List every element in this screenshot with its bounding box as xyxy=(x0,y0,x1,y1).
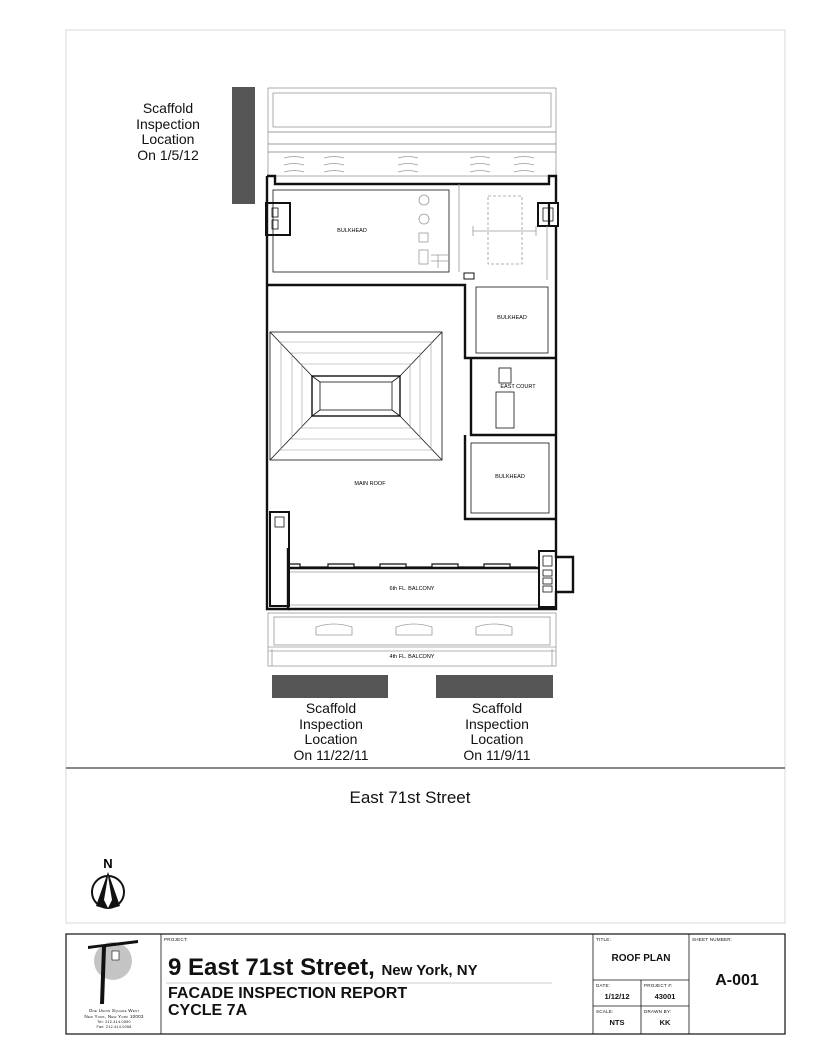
callout-line: Location xyxy=(304,731,358,747)
label-east-court: EAST COURT xyxy=(500,384,536,390)
scale-caption: SCALE: xyxy=(596,1009,614,1014)
callout-line: On 11/22/11 xyxy=(293,746,369,763)
project-number-caption: PROJECT #: xyxy=(644,983,673,988)
title-caption: TITLE: xyxy=(596,937,611,942)
firm-address-line: One Union Square West xyxy=(88,1008,140,1013)
project-name-line xyxy=(168,954,478,985)
label-4th-floor-balcony: 4th FL. BALCONY xyxy=(389,654,435,660)
date-value: 1/12/12 xyxy=(604,992,630,1001)
project-number-value: 43001 xyxy=(654,992,676,1001)
title-value: ROOF PLAN xyxy=(611,953,671,964)
callout-line: Inspection xyxy=(465,715,529,732)
callout-line: On 11/9/11 xyxy=(463,746,531,763)
callout-line: Scaffold xyxy=(305,700,357,716)
sheet-number-value: A-001 xyxy=(715,972,759,989)
street-label: East 71st Street xyxy=(349,788,471,807)
callout-line: Inspection xyxy=(299,715,363,732)
project-name: 9 East 71st Street, xyxy=(168,954,375,981)
firm-phone: Tel: 212.414.0050 xyxy=(97,1020,131,1024)
label-6th-floor-balcony: 6th FL. BALCONY xyxy=(389,586,435,592)
project-caption: PROJECT: xyxy=(164,937,188,942)
label-bulkhead-north: BULKHEAD xyxy=(337,228,367,234)
project-location: New York, NY xyxy=(381,962,478,979)
label-main-roof: MAIN ROOF xyxy=(354,481,386,487)
label-bulkhead-east-lower: BULKHEAD xyxy=(495,474,525,480)
report-cycle: CYCLE 7A xyxy=(168,1002,248,1019)
drawn-by-value: KK xyxy=(659,1018,671,1027)
callout-line: Location xyxy=(141,131,195,147)
callout-line: On 1/5/12 xyxy=(137,146,199,163)
firm-logo xyxy=(88,940,138,1004)
report-title: FACADE INSPECTION REPORT xyxy=(168,985,408,1002)
callout-line: Location xyxy=(470,731,524,747)
date-caption: DATE: xyxy=(596,983,611,988)
sheet-number-caption: SHEET NUMBER: xyxy=(692,937,733,942)
label-bulkhead-east-upper: BULKHEAD xyxy=(497,315,527,321)
drawn-by-caption: DRAWN BY: xyxy=(644,1009,672,1014)
callout-line: Inspection xyxy=(136,115,200,132)
callout-line: Scaffold xyxy=(471,700,523,716)
north-arrow-label: N xyxy=(103,856,113,871)
firm-contact xyxy=(70,1020,158,1029)
scale-value: NTS xyxy=(609,1018,625,1027)
firm-fax: Fax: 212.414.0058 xyxy=(96,1024,132,1029)
firm-address xyxy=(70,1008,158,1020)
callout-line: Scaffold xyxy=(142,100,194,116)
firm-address-line: New York, New York 10003 xyxy=(84,1014,144,1019)
